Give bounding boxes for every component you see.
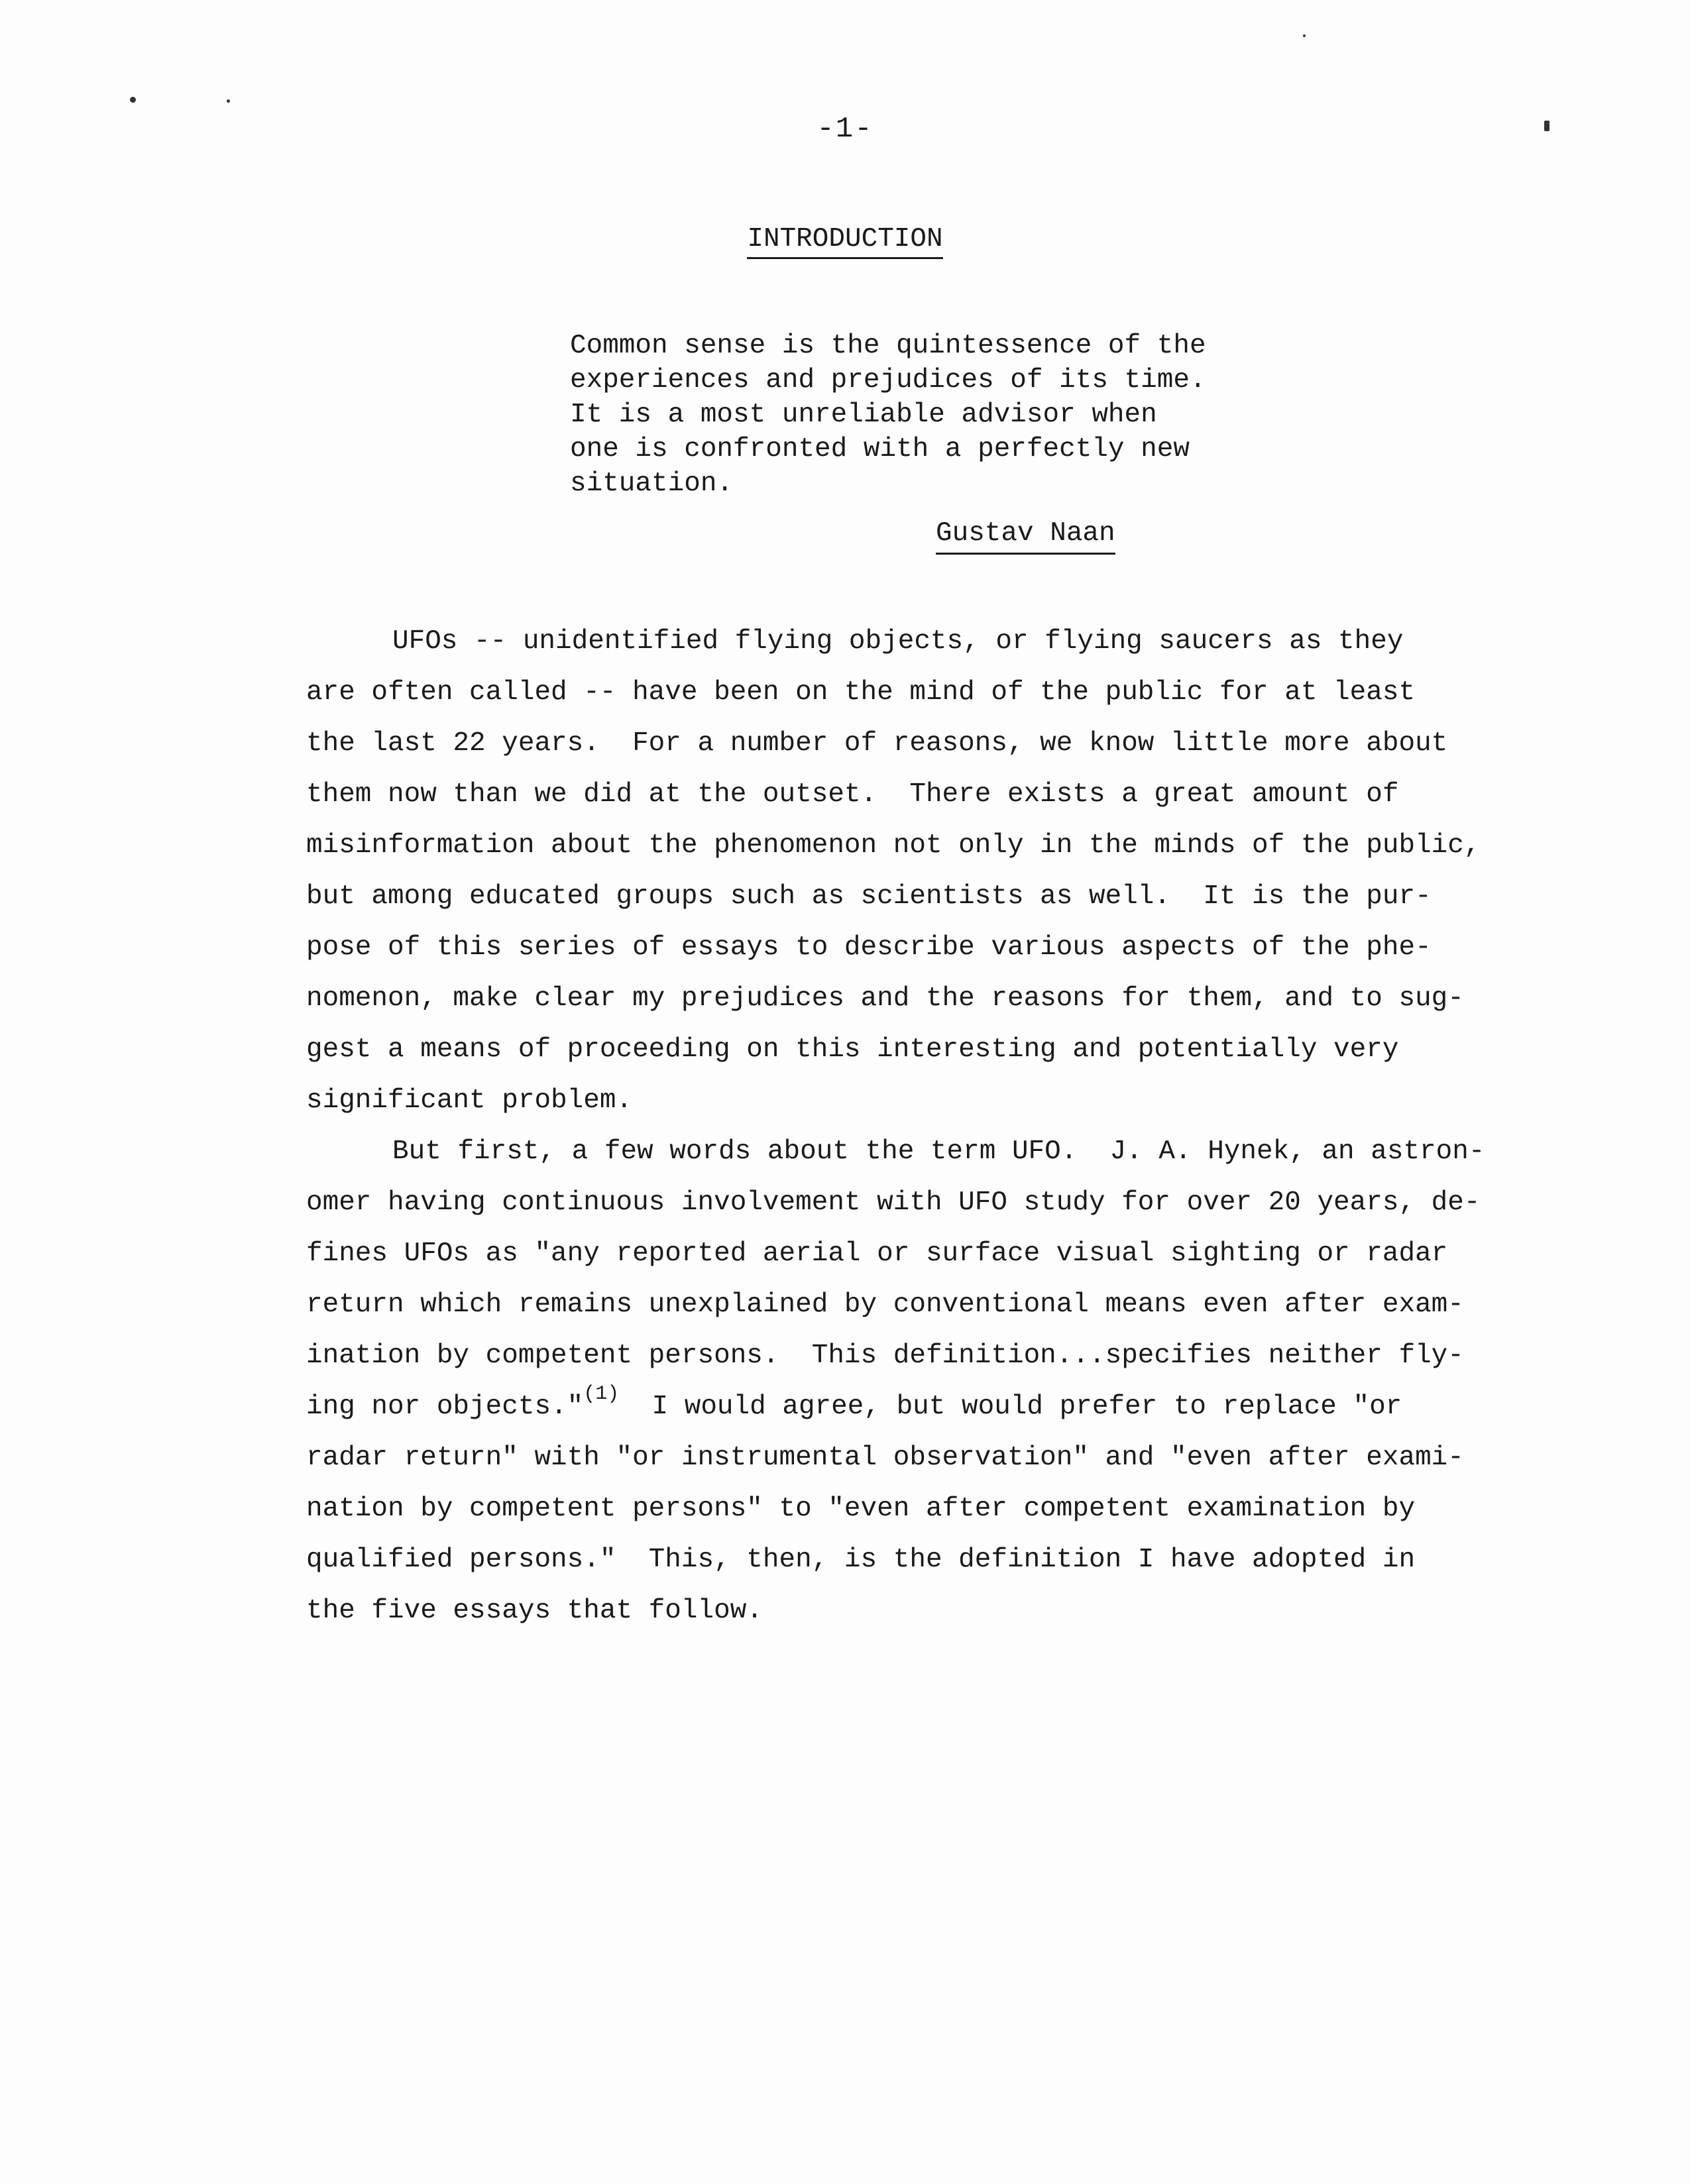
epigraph-line: It is a most unreliable advisor when: [570, 400, 1157, 430]
paragraph-line: but among educated groups such as scientists as well. It is the pur-: [306, 881, 1432, 912]
epigraph: [570, 329, 1299, 501]
paragraph-line: nomenon, make clear my prejudices and the reasons for them, and to sug-: [306, 983, 1464, 1014]
title-text: INTRODUCTION: [747, 224, 942, 259]
footnote-reference: (1): [583, 1383, 620, 1405]
paragraph-line: them now than we did at the outset. There exists a great amount of: [306, 779, 1399, 810]
paragraph-line: But first, a few words about the term UFO. J. A. Hynek, an astron-: [392, 1136, 1485, 1167]
paragraph-line: qualified persons." This, then, is the definition I have adopted in: [306, 1545, 1416, 1575]
footnote-line-before: ing nor objects.": [306, 1392, 584, 1422]
scan-mark: [130, 97, 136, 103]
epigraph-line: one is confronted with a perfectly new: [570, 434, 1190, 464]
paragraph-line: misinformation about the phenomenon not only in the minds of the public,: [306, 830, 1481, 861]
paragraph-line: UFOs -- unidentified flying objects, or flying saucers as they: [392, 626, 1404, 657]
epigraph-line: situation.: [570, 468, 734, 499]
paragraph-line: radar return" with "or instrumental observation" and "even after exami-: [306, 1443, 1464, 1473]
paragraph-line-with-footnote: [306, 1382, 1565, 1433]
paragraph-line: are often called -- have been on the mind of the public for at least: [306, 677, 1416, 708]
attribution-text: Gustav Naan: [936, 518, 1115, 555]
paragraph-line: pose of this series of essays to describe various aspects of the phe-: [306, 932, 1432, 963]
paragraph-line: significant problem.: [306, 1085, 633, 1116]
scan-mark: [227, 99, 230, 103]
scan-mark: [1303, 34, 1306, 37]
paragraph-line: the five essays that follow.: [306, 1596, 763, 1626]
epigraph-line: Common sense is the quintessence of the: [570, 331, 1206, 361]
footnote-line-after: I would agree, but would prefer to replace "or: [619, 1392, 1402, 1422]
paragraph-line: fines UFOs as "any reported aerial or surface visual sighting or radar: [306, 1238, 1448, 1269]
paragraph-line: ination by competent persons. This definition...specifies neither fly-: [306, 1340, 1464, 1371]
paragraph-line: return which remains unexplained by conventional means even after exam-: [306, 1289, 1464, 1320]
body-text: [306, 616, 1565, 1637]
paragraph-line: the last 22 years. For a number of reasons, we know little more about: [306, 728, 1448, 759]
paragraph-line: omer having continuous involvement with UFO study for over 20 years, de-: [306, 1187, 1481, 1218]
epigraph-line: experiences and prejudices of its time.: [570, 365, 1206, 396]
paragraph-line: gest a means of proceeding on this interesting and potentially very: [306, 1034, 1399, 1065]
paragraph-line: nation by competent persons" to "even after competent examination by: [306, 1494, 1416, 1524]
page-number: -1-: [817, 113, 873, 146]
epigraph-attribution: [936, 518, 1115, 549]
page-title: [0, 224, 1690, 254]
